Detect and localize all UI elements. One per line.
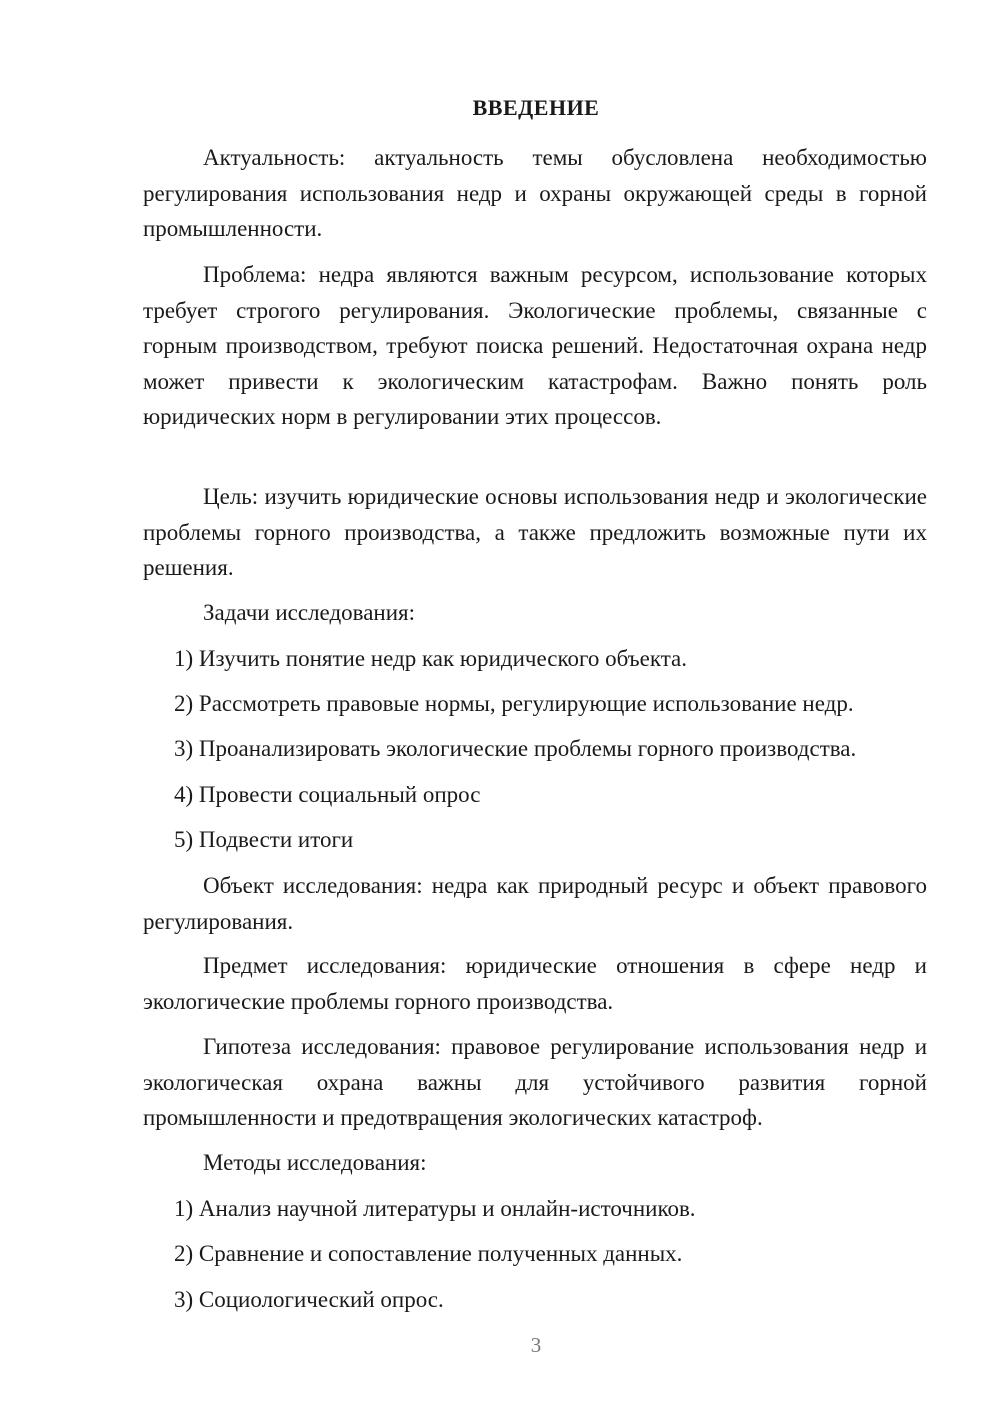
paragraph-text: Цель: изучить юридические основы использования недр и экологические проблемы горного производства, а также предложить возможные пути их решения.	[143, 484, 927, 580]
task-item-5	[143, 822, 927, 858]
method-item-2	[143, 1236, 927, 1272]
tasks-heading	[143, 595, 927, 631]
paragraph-goal	[143, 479, 927, 586]
list-item: 1) Изучить понятие недр как юридического объекта.	[174, 646, 687, 671]
task-item-3	[143, 731, 927, 767]
tasks-heading-text: Задачи исследования:	[203, 600, 416, 625]
paragraph-problem	[143, 257, 927, 435]
paragraph-text: Предмет исследования: юридические отношения в сфере недр и экологические проблемы горного производства.	[143, 953, 927, 1014]
list-item: 3) Социологический опрос.	[174, 1287, 444, 1312]
paragraph-hypothesis	[143, 1029, 927, 1136]
list-item: 5) Подвести итоги	[174, 827, 354, 852]
task-item-1	[143, 641, 927, 677]
methods-heading	[143, 1145, 927, 1181]
paragraph-text: Проблема: недра являются важным ресурсом, использование которых требует строгого регулирования. Экологические проблемы, связанные с горным производством, требуют поиска решений. Недостаточная охрана недр может привести к экологическим катастрофам. Важно понять роль юридических норм в регулировании этих процессов.	[143, 262, 927, 429]
list-item: 1) Анализ научной литературы и онлайн-источников.	[174, 1196, 696, 1221]
task-item-4	[143, 777, 927, 813]
list-item: 3) Проанализировать экологические проблемы горного производства.	[174, 736, 857, 761]
task-item-2	[143, 686, 927, 722]
list-item: 2) Рассмотреть правовые нормы, регулирующие использование недр.	[174, 691, 854, 716]
paragraph-object	[143, 868, 927, 939]
paragraph-text: Актуальность: актуальность темы обусловлена необходимостью регулирования использования недр и охраны окружающей среды в горной промышленности.	[143, 145, 927, 241]
list-item: 4) Провести социальный опрос	[174, 782, 481, 807]
method-item-1	[143, 1191, 927, 1227]
list-item: 2) Сравнение и сопоставление полученных данных.	[174, 1241, 683, 1266]
page-title: ВВЕДЕНИЕ	[472, 95, 600, 120]
methods-heading-text: Методы исследования:	[203, 1150, 427, 1175]
method-item-3	[143, 1282, 927, 1318]
paragraph-subject	[143, 948, 927, 1019]
paragraph-text: Гипотеза исследования: правовое регулирование использования недр и экологическая охрана важны для устойчивого развития горной промышленности и предотвращения экологических катастроф.	[143, 1034, 927, 1130]
paragraph-text: Объект исследования: недра как природный ресурс и объект правового регулирования.	[143, 873, 927, 934]
paragraph-relevance	[143, 140, 927, 247]
page-number: 3	[530, 1333, 542, 1357]
